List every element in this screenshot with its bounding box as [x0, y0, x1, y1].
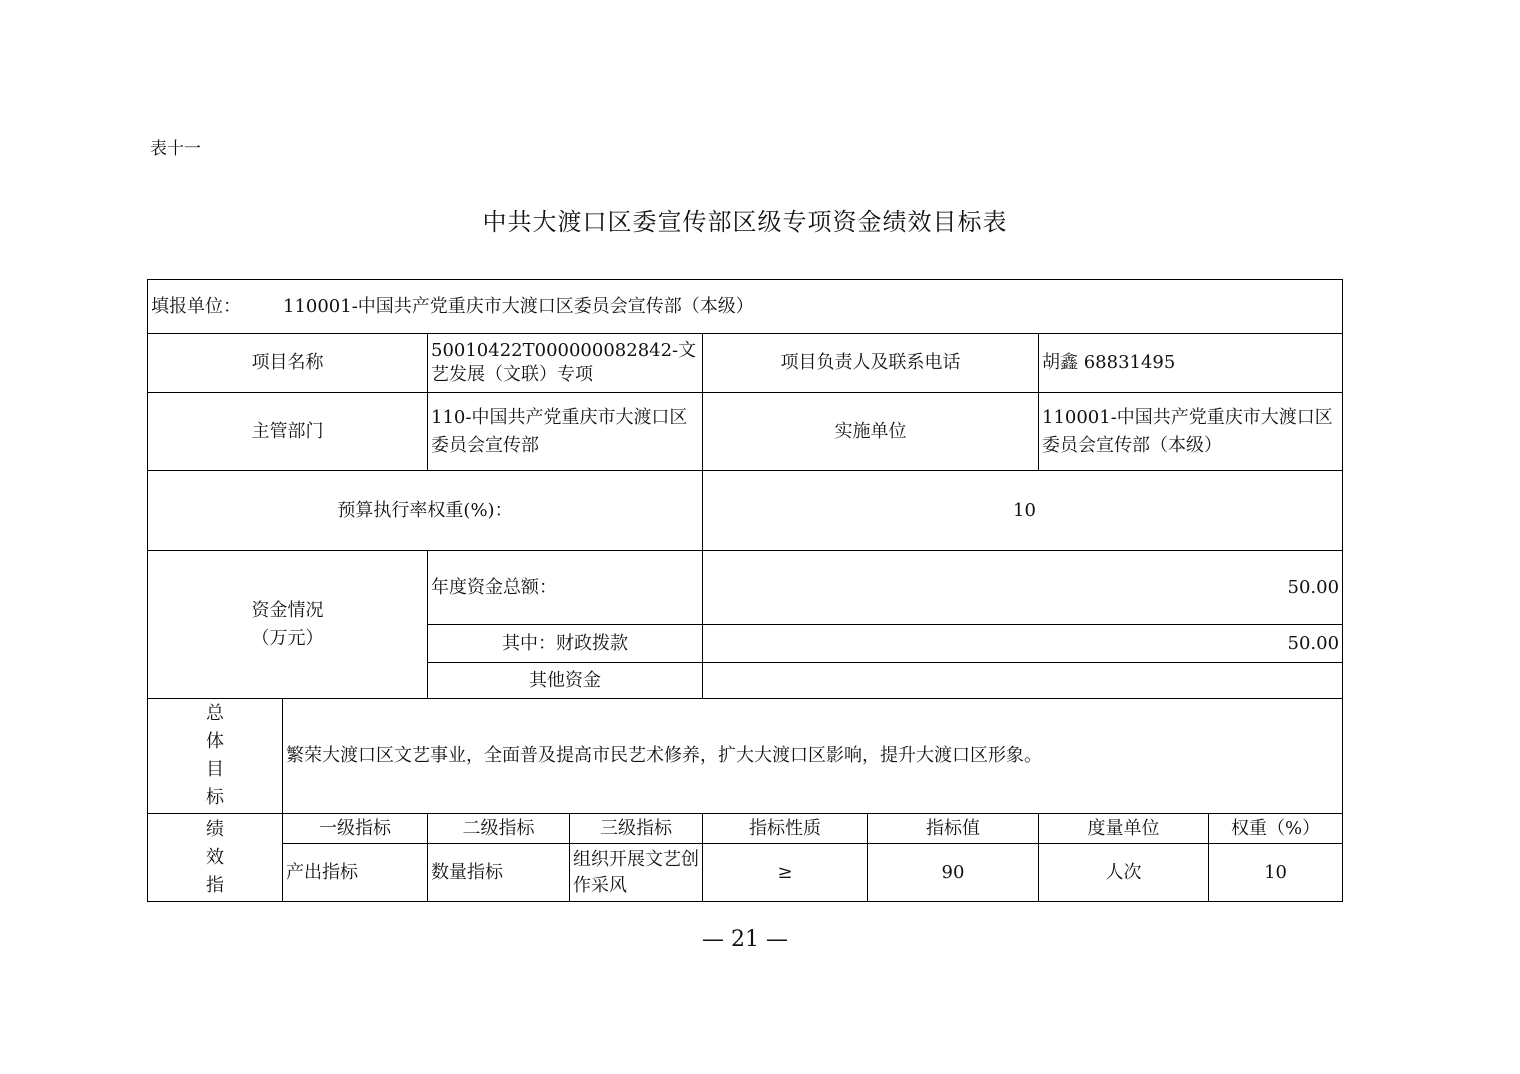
annual-total-value: 50.00	[703, 551, 1343, 625]
budget-rate-value: 10	[703, 471, 1343, 551]
filler-row	[148, 280, 1343, 334]
project-row	[148, 334, 1343, 393]
header-weight: 权重（%）	[1209, 814, 1343, 844]
row-weight: 10	[1209, 844, 1343, 902]
page-title: 中共大渡口区委宣传部区级专项资金绩效目标表	[482, 208, 1008, 236]
indicator-label-char: 效	[206, 846, 224, 868]
header-level3: 三级指标	[570, 814, 703, 844]
table-row	[148, 844, 1343, 902]
contact-value: 胡鑫 68831495	[1039, 334, 1343, 393]
other-funds-label: 其他资金	[428, 663, 703, 699]
funds-label-line2: （万元）	[251, 627, 324, 649]
table-label: 表十一	[150, 139, 201, 159]
fiscal-value: 50.00	[703, 625, 1343, 663]
dept-label: 主管部门	[148, 393, 428, 471]
goal-label-char: 标	[206, 787, 224, 808]
annual-total-row	[148, 551, 1343, 625]
impl-label: 实施单位	[703, 393, 1039, 471]
overall-goal-label	[148, 699, 283, 814]
performance-table-frame	[147, 279, 1342, 901]
overall-goal-row	[148, 699, 1343, 814]
filler-cell	[148, 280, 1343, 334]
project-name-value: 50010422T000000082842-文艺发展（文联）专项	[428, 334, 703, 393]
goal-label-char: 体	[206, 731, 224, 752]
row-nature: ≥	[703, 844, 868, 902]
overall-goal-text: 繁荣大渡口区文艺事业，全面普及提高市民艺术修养，扩大大渡口区影响，提升大渡口区形象。	[283, 699, 1343, 814]
filler-label: 填报单位：	[151, 295, 241, 317]
indicator-label-char: 指	[206, 874, 224, 896]
row-level2: 数量指标	[428, 844, 570, 902]
dept-value: 110-中国共产党重庆市大渡口区委员会宣传部	[428, 393, 703, 471]
annual-total-label: 年度资金总额：	[428, 551, 703, 625]
goal-label-char: 目	[206, 759, 224, 780]
row-value: 90	[868, 844, 1039, 902]
department-row	[148, 393, 1343, 471]
fiscal-label: 其中：财政拨款	[428, 625, 703, 663]
row-level1: 产出指标	[283, 844, 428, 902]
funds-label-line1: 资金情况	[251, 599, 324, 621]
header-unit: 度量单位	[1039, 814, 1209, 844]
indicator-label-char: 绩	[206, 818, 224, 840]
page-number: — 21 —	[702, 927, 788, 952]
budget-rate-row	[148, 471, 1343, 551]
header-nature: 指标性质	[703, 814, 868, 844]
goal-label-char: 总	[206, 703, 224, 724]
header-value: 指标值	[868, 814, 1039, 844]
filler-value: 110001-中国共产党重庆市大渡口区委员会宣传部（本级）	[283, 295, 754, 317]
row-unit: 人次	[1039, 844, 1209, 902]
project-name-label: 项目名称	[148, 334, 428, 393]
header-level2: 二级指标	[428, 814, 570, 844]
impl-value: 110001-中国共产党重庆市大渡口区委员会宣传部（本级）	[1039, 393, 1343, 471]
performance-table	[147, 279, 1343, 902]
funds-label	[148, 551, 428, 699]
contact-label: 项目负责人及联系电话	[703, 334, 1039, 393]
indicator-label	[148, 814, 283, 902]
row-level3: 组织开展文艺创作采风	[570, 844, 703, 902]
header-level1: 一级指标	[283, 814, 428, 844]
indicator-header-row	[148, 814, 1343, 844]
other-funds-value	[703, 663, 1343, 699]
budget-rate-label: 预算执行率权重(%)：	[148, 471, 703, 551]
